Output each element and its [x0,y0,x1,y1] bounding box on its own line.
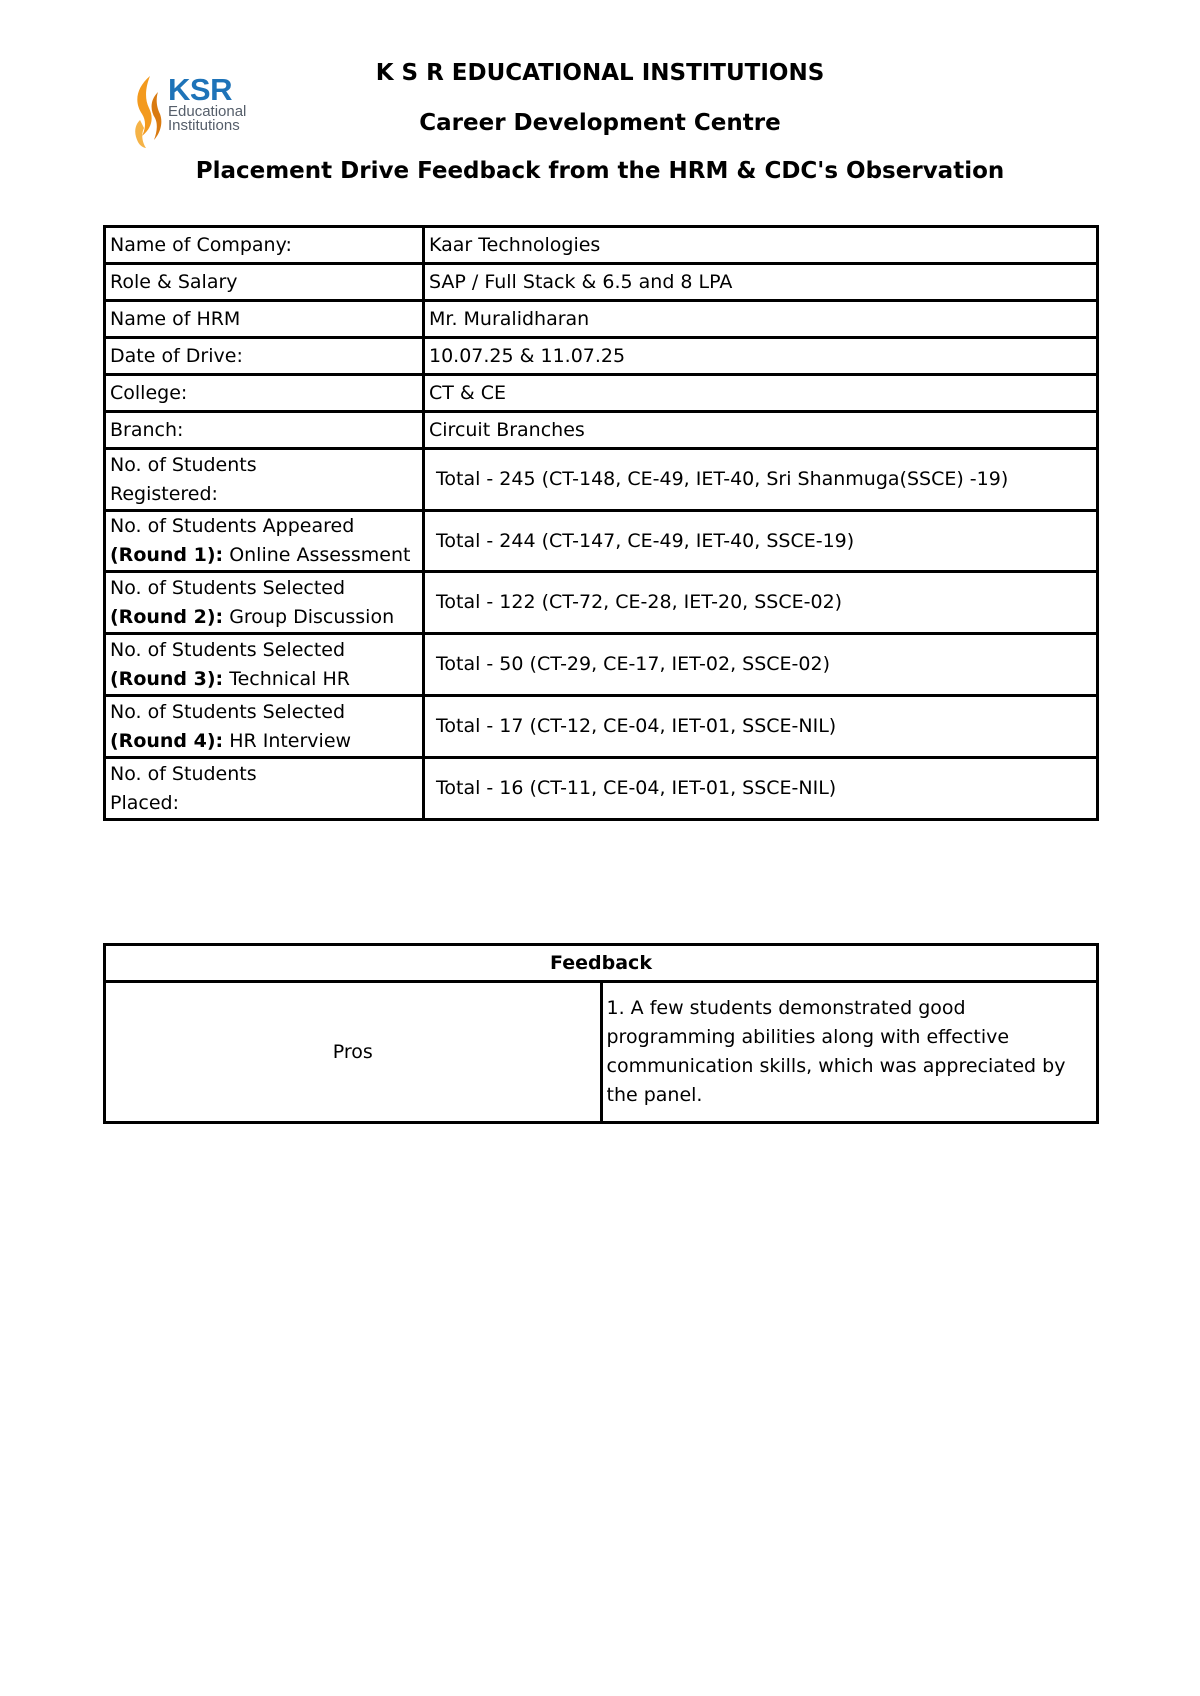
table-row [105,338,1098,375]
label-line-2 [110,603,418,632]
label-line-2: Registered: [110,482,218,505]
row-value: SAP / Full Stack & 6.5 and 8 LPA [424,264,1098,301]
table-row [105,301,1098,338]
table-row [105,696,1098,758]
table-row [105,945,1098,982]
feedback-heading: Feedback [105,945,1098,982]
pros-text: 1. A few students demonstrated good programming abilities along with effective communication skills, which was appreciated by the panel. [601,982,1098,1123]
table-row [105,572,1098,634]
row-label: Name of Company: [105,227,424,264]
label-line-2 [110,665,418,694]
institution-name: K S R EDUCATIONAL INSTITUTIONS [375,60,825,86]
row-value: Kaar Technologies [424,227,1098,264]
pros-label: Pros [105,982,602,1123]
table-row [105,264,1098,301]
row-label: Role & Salary [105,264,424,301]
row-label [105,758,424,820]
stage-label: Group Discussion [229,605,395,628]
row-value: Circuit Branches [424,412,1098,449]
logo-line-2: Institutions [168,117,240,134]
label-line-1: No. of Students Appeared [110,515,355,537]
label-line-1: No. of Students [110,762,257,785]
feedback-table [103,943,1099,1124]
row-label [105,449,424,511]
table-row [105,982,1098,1123]
round-label: (Round 3): [110,667,224,690]
row-value: Total - 16 (CT-11, CE-04, IET-01, SSCE-NIL) [424,758,1098,820]
row-value: Total - 245 (CT-148, CE-49, IET-40, Sri Shanmuga(SSCE) -19) [424,449,1098,511]
row-value: Total - 50 (CT-29, CE-17, IET-02, SSCE-02) [424,634,1098,696]
row-value: CT & CE [424,375,1098,412]
table-row [105,375,1098,412]
row-value: Mr. Muralidharan [424,301,1098,338]
table-row [105,511,1098,572]
label-line-1: No. of Students Selected [110,700,346,723]
row-value: 10.07.25 & 11.07.25 [424,338,1098,375]
label-line-1: No. of Students [110,453,257,476]
round-label: (Round 4): [110,729,224,752]
table-row [105,449,1098,511]
stage-label: Technical HR [229,667,350,690]
logo-line-1: Educational [168,103,247,120]
row-value: Total - 17 (CT-12, CE-04, IET-01, SSCE-NIL) [424,696,1098,758]
row-label: Date of Drive: [105,338,424,375]
stage-label: HR Interview [229,729,352,752]
row-label [105,634,424,696]
round-label: (Round 2): [110,605,224,628]
table-row [105,412,1098,449]
label-line-1: No. of Students Selected [110,576,346,599]
row-label: Name of HRM [105,301,424,338]
row-label [105,511,424,572]
stage-label: Online Assessment [229,544,411,566]
round-label: (Round 1): [110,544,224,566]
drive-details-table [103,225,1099,821]
label-line-2 [110,727,418,756]
page-title: Placement Drive Feedback from the HRM & CDC's Observation [195,158,1005,184]
row-value: Total - 122 (CT-72, CE-28, IET-20, SSCE-02) [424,572,1098,634]
row-label: College: [105,375,424,412]
row-label [105,572,424,634]
row-label: Branch: [105,412,424,449]
row-label [105,696,424,758]
table-row [105,758,1098,820]
label-line-2 [110,541,418,570]
label-line-2: Placed: [110,791,179,814]
centre-name: Career Development Centre [419,110,781,136]
table-row [105,227,1098,264]
label-line-1: No. of Students Selected [110,638,346,661]
row-value: Total - 244 (CT-147, CE-49, IET-40, SSCE-19) [424,511,1098,572]
logo-brand: KSR [168,72,232,107]
table-row [105,634,1098,696]
